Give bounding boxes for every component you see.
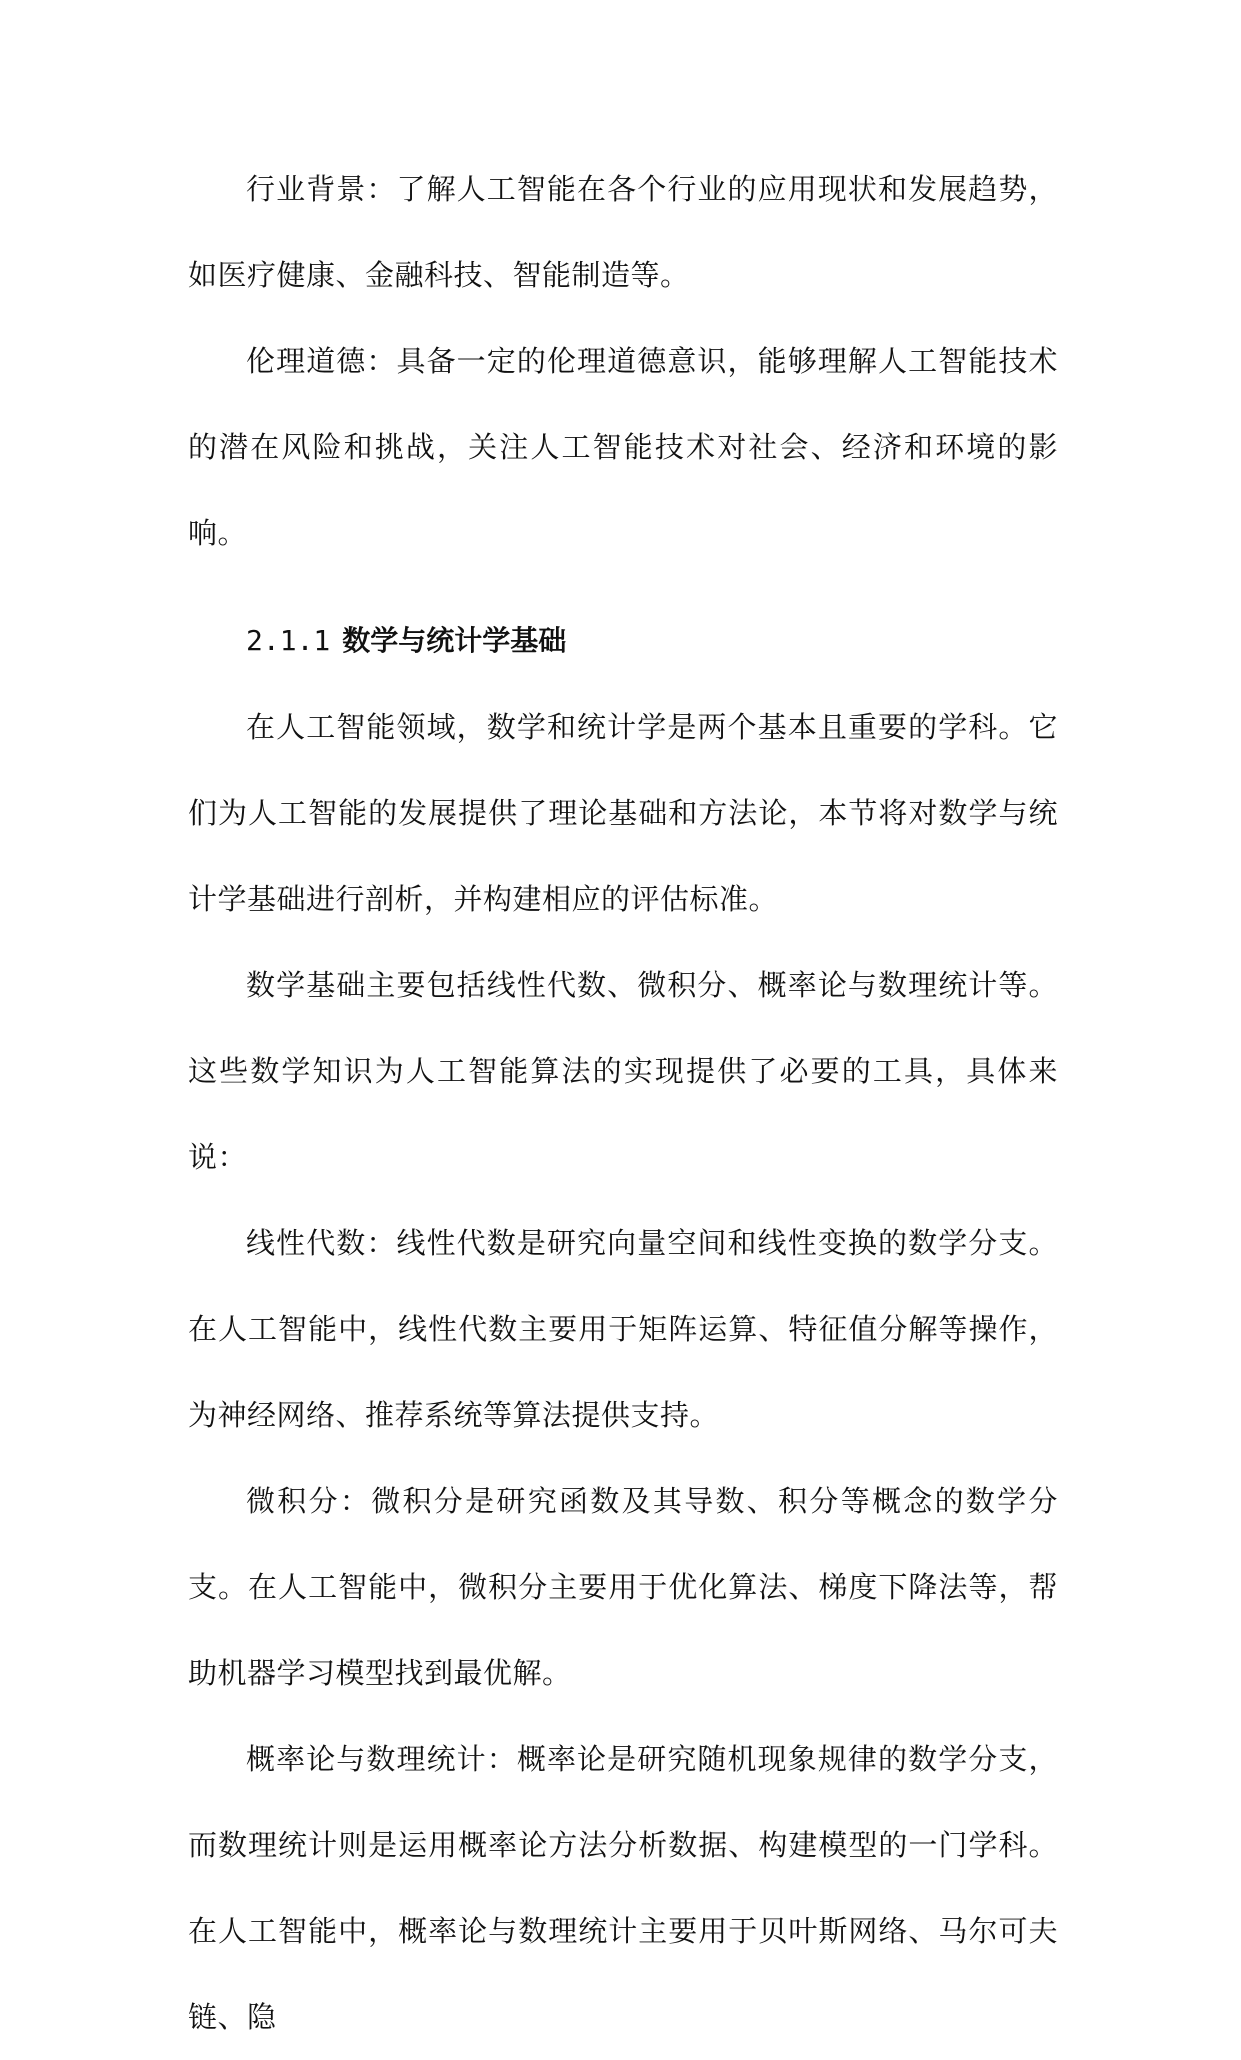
section-title: 数学与统计学基础 (342, 624, 567, 657)
paragraph-math-foundations: 数学基础主要包括线性代数、微积分、概率论与数理统计等。这些数学知识为人工智能算法的实现提供了必要的工具，具体来说： (188, 968, 1058, 1174)
paragraph-industry-background: 行业背景：了解人工智能在各个行业的应用现状和发展趋势，如医疗健康、金融科技、智能制造等。 (188, 172, 1058, 292)
document-body (188, 146, 1058, 2060)
section-heading (188, 576, 1058, 684)
paragraph-probability-statistics: 概率论与数理统计：概率论是研究随机现象规律的数学分支，而数理统计则是运用概率论方法分析数据、构建模型的一门学科。在人工智能中，概率论与数理统计主要用于贝叶斯网络、马尔可夫链、隐 (188, 1742, 1058, 2034)
paragraph-intro: 在人工智能领域，数学和统计学是两个基本且重要的学科。它们为人工智能的发展提供了理论基础和方法论，本节将对数学与统计学基础进行剖析，并构建相应的评估标准。 (188, 710, 1058, 916)
section-number: 2.1.1 (246, 624, 331, 657)
paragraph-linear-algebra: 线性代数：线性代数是研究向量空间和线性变换的数学分支。在人工智能中，线性代数主要用于矩阵运算、特征值分解等操作，为神经网络、推荐系统等算法提供支持。 (188, 1226, 1058, 1432)
paragraph-calculus: 微积分：微积分是研究函数及其导数、积分等概念的数学分支。在人工智能中，微积分主要用于优化算法、梯度下降法等，帮助机器学习模型找到最优解。 (188, 1484, 1058, 1690)
paragraph-ethics: 伦理道德：具备一定的伦理道德意识，能够理解人工智能技术的潜在风险和挑战，关注人工智能技术对社会、经济和环境的影响。 (188, 344, 1058, 550)
